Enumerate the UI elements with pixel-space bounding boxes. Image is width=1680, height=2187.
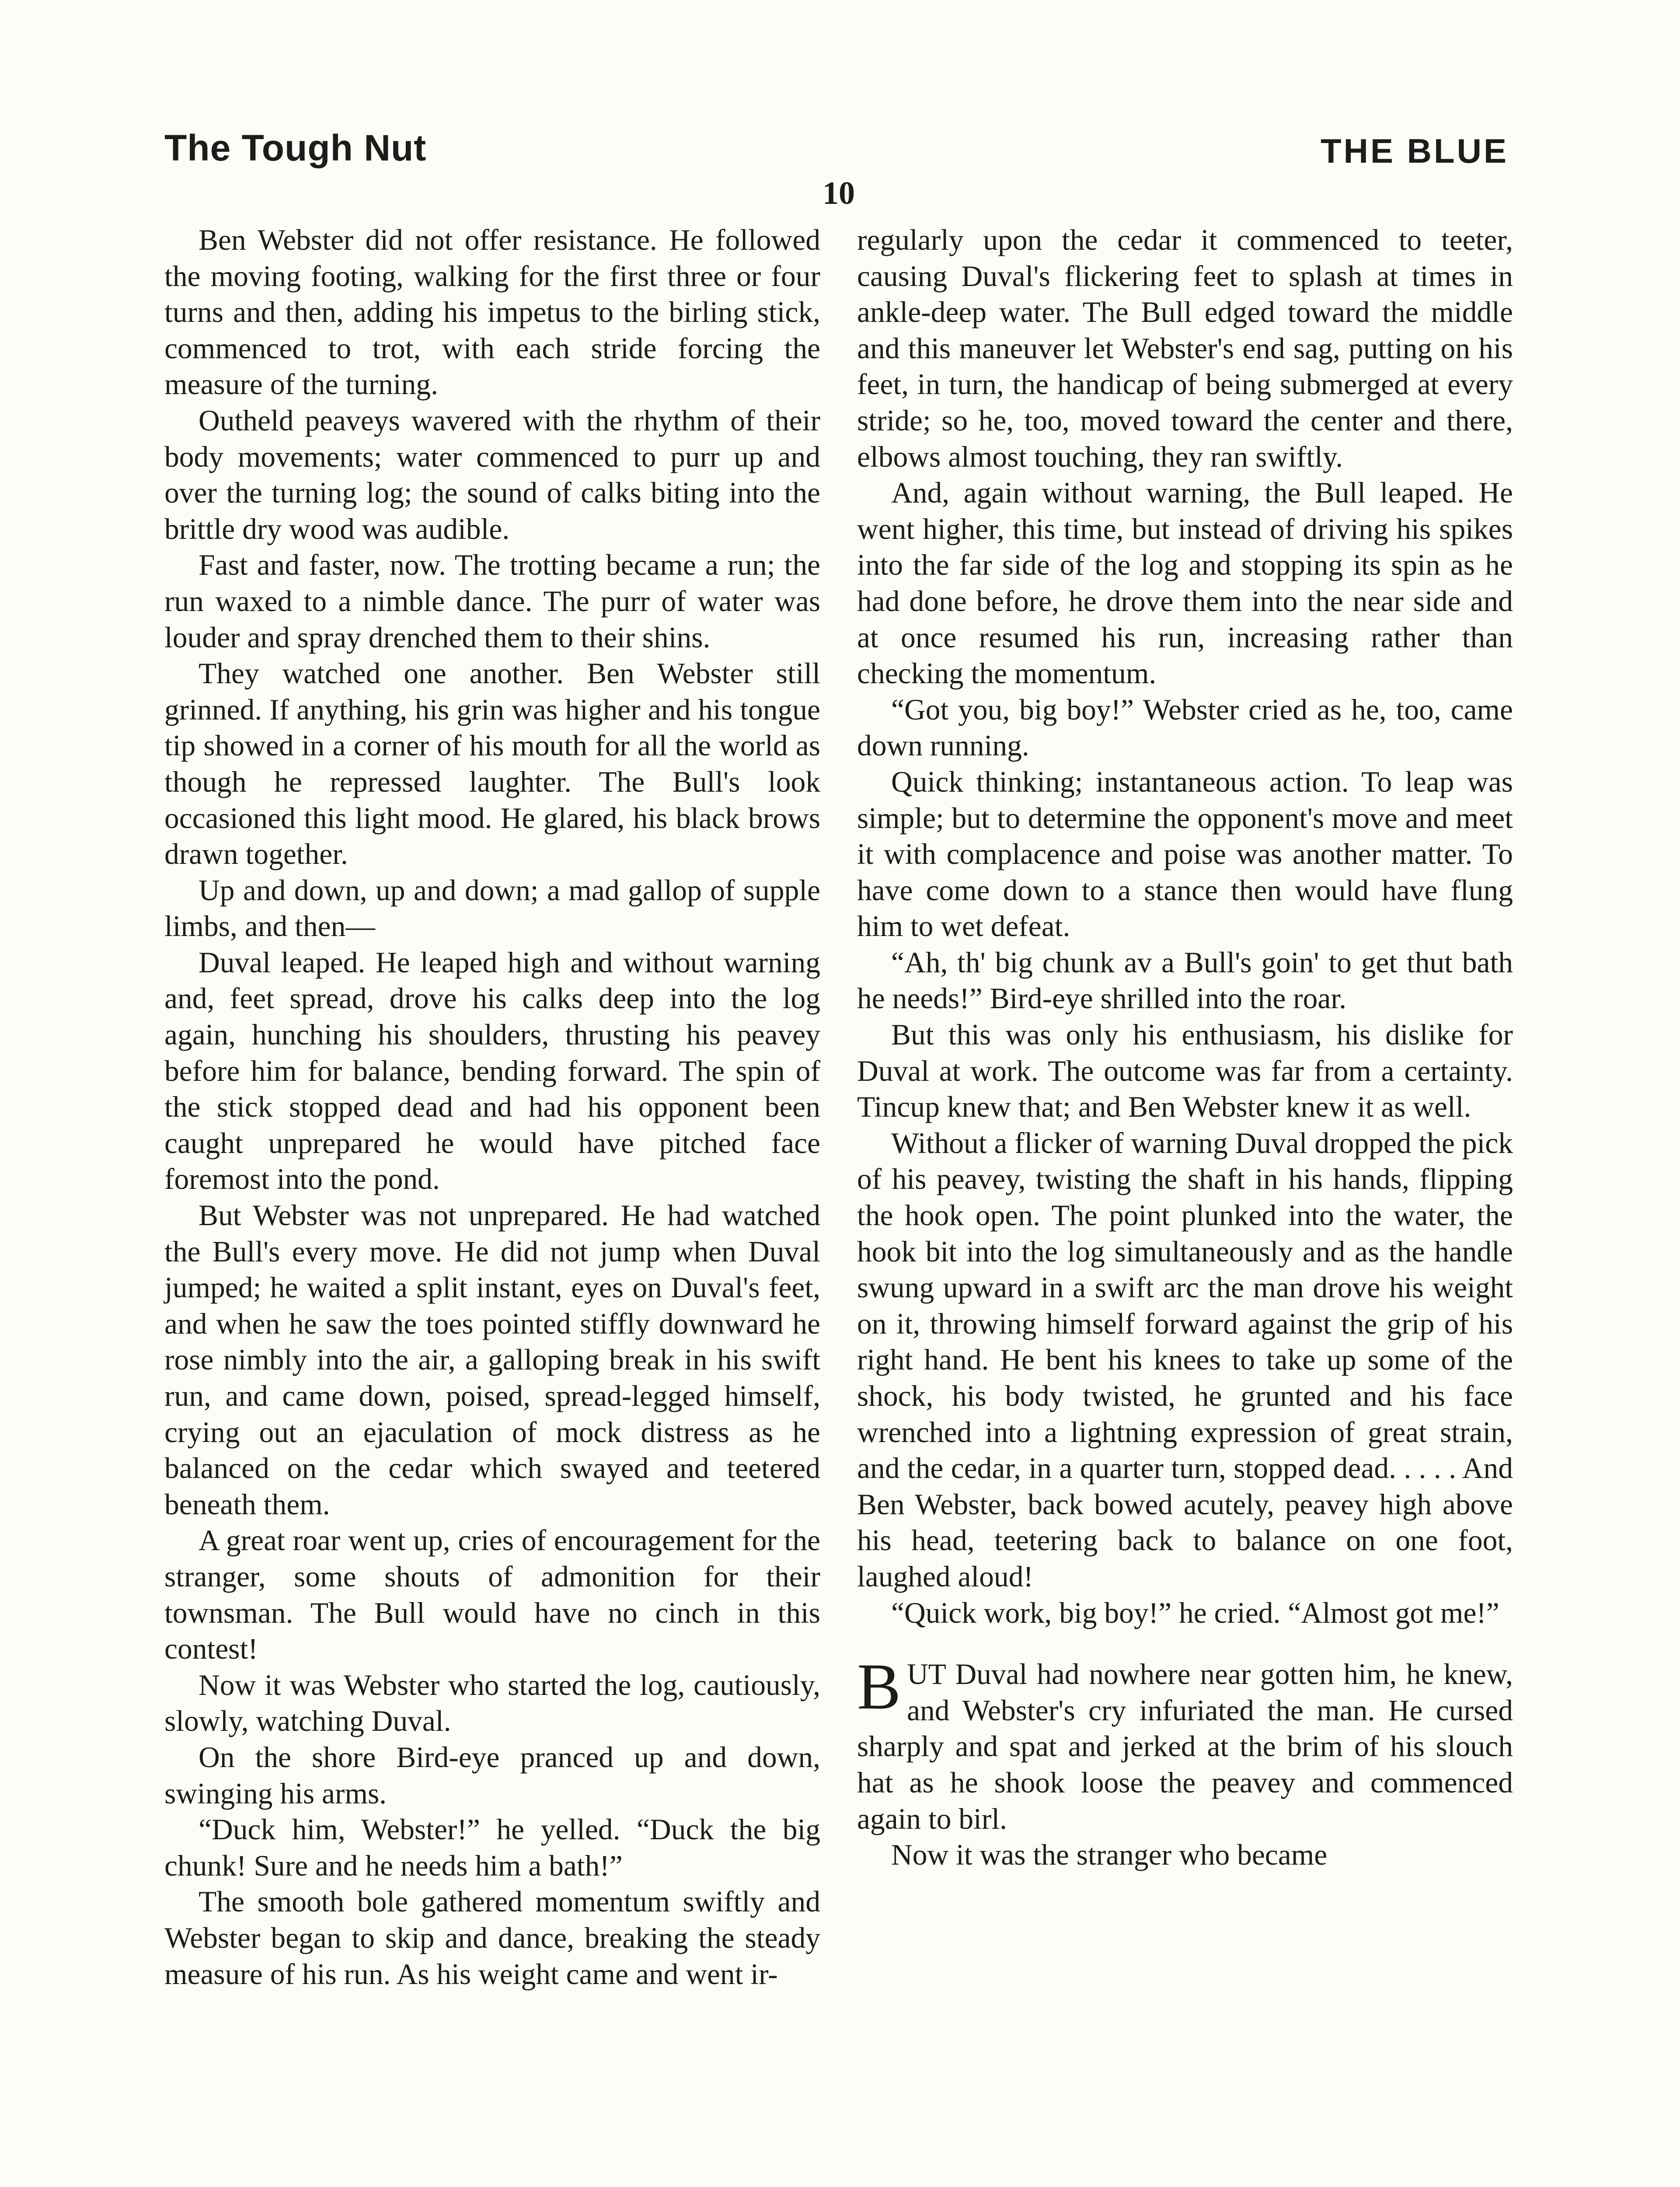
dropcap-letter: B xyxy=(857,1650,901,1723)
paragraph: Duval leaped. He leaped high and without warning and, feet spread, drove his calks deep into the log again, hunching his shoulders, thrusting his peavey before him for balance, bending forward. The spin of the stick stopped dead and had his opponent been caught unprepared he would have pitched face foremost into the pond. xyxy=(164,946,820,1196)
dropcap-paragraph-text: UT Duval had nowhere near gotten him, he knew, and Webster's cry infuriated the man. He cursed sharply and spat and jerked at the brim of his slouch hat as he shook loose the peavey and commenced again to birl. xyxy=(857,1658,1513,1835)
paragraph: Without a flicker of warning Duval dropped the pick of his peavey, twisting the shaft in his hands, flipping the hook open. The point plunked into the water, the hook bit into the log simultaneously and as the handle swung upward in a swift arc the man drove his weight on it, throwing himself forward against the grip of his right hand. He bent his knees to take up some of the shock, his body twisted, he grunted and his face wrenched into a lightning expression of great strain, and the cedar, in a quarter turn, stopped dead. . . . . And Ben Webster, back bowed acutely, peavey high above his head, teetering back to balance on one foot, laughed aloud! xyxy=(857,1126,1513,1593)
right-column xyxy=(857,222,1513,1873)
paragraph: Ben Webster did not offer resistance. He followed the moving footing, walking for the first three or four turns and then, adding his impetus to the birling stick, commenced to trot, with each stride forcing the measure of the turning. xyxy=(164,224,820,401)
continued-paragraph: regularly upon the cedar it commenced to teeter, causing Duval's flickering feet to splash at times in ankle-deep water. The Bull edged toward the middle and this maneuver let Webster's end sag, putting on his feet, in turn, the handicap of being submerged at every stride; so he, too, moved toward the center and there, elbows almost touching, they ran swiftly. xyxy=(857,224,1513,473)
paragraph: But Webster was not unprepared. He had watched the Bull's every move. He did not jump when Duval jumped; he waited a split instant, eyes on Duval's feet, and when he saw the toes pointed stiffly downward he rose nimbly into the air, a galloping break in his swift run, and came down, poised, spread-legged himself, crying out an ejaculation of mock distress as he balanced on the cedar which swayed and teetered beneath them. xyxy=(164,1199,820,1521)
paragraph: On the shore Bird-eye pranced up and down, swinging his arms. xyxy=(164,1740,820,1810)
dropcap-paragraph xyxy=(857,1650,1513,1837)
magazine-name: THE BLUE xyxy=(1321,132,1509,170)
paragraph: They watched one another. Ben Webster still grinned. If anything, his grin was higher and his tongue tip showed in a corner of his mouth for all the world as though he repressed laughter. The Bull's look occasioned this light mood. He glared, his black brows drawn together. xyxy=(164,657,820,871)
paragraph: But this was only his enthusiasm, his dislike for Duval at work. The outcome was far from a certainty. Tincup knew that; and Ben Webster knew it as well. xyxy=(857,1018,1513,1124)
paragraph: “Duck him, Webster!” he yelled. “Duck the big chunk! Sure and he needs him a bath!” xyxy=(164,1813,820,1882)
paragraph: “Got you, big boy!” Webster cried as he, too, came down running. xyxy=(857,693,1513,762)
paragraph: Now it was Webster who started the log, cautiously, slowly, watching Duval. xyxy=(164,1668,820,1738)
paragraph: Outheld peaveys wavered with the rhythm of their body movements; water commenced to purr up and over the turning log; the sound of calks biting into the brittle dry wood was audible. xyxy=(164,404,820,545)
paragraph: Up and down, up and down; a mad gallop of supple limbs, and then— xyxy=(164,873,820,943)
paragraph: Fast and faster, now. The trotting became a run; the run waxed to a nimble dance. The purr of water was louder and spray drenched them to their shins. xyxy=(164,548,820,654)
page-number: 10 xyxy=(823,175,855,211)
paragraph: A great roar went up, cries of encouragement for the stranger, some shouts of admonition for their townsman. The Bull would have no cinch in this contest! xyxy=(164,1524,820,1666)
paragraph: Now it was the stranger who became xyxy=(891,1838,1328,1872)
paragraph: “Ah, th' big chunk av a Bull's goin' to get thut bath he needs!” Bird-eye shrilled into the roar. xyxy=(857,946,1513,1015)
story-title: The Tough Nut xyxy=(164,127,427,168)
paragraph: And, again without warning, the Bull leaped. He went higher, this time, but instead of driving his spikes into the far side of the log and stopping its spin as he had done before, he drove them into the near side and at once resumed his run, increasing rather than checking the momentum. xyxy=(857,476,1513,690)
section-break xyxy=(857,1631,1513,1656)
paragraph: The smooth bole gathered momentum swiftly and Webster began to skip and dance, breaking the steady measure of his run. As his weight came and went ir- xyxy=(164,1885,820,1991)
paragraph: Quick thinking; instantaneous action. To leap was simple; but to determine the opponent's move and meet it with complacence and poise was another matter. To have come down to a stance then would have flung him to wet defeat. xyxy=(857,765,1513,943)
paragraph: “Quick work, big boy!” he cried. “Almost got me!” xyxy=(891,1596,1499,1629)
left-column xyxy=(164,222,820,1992)
